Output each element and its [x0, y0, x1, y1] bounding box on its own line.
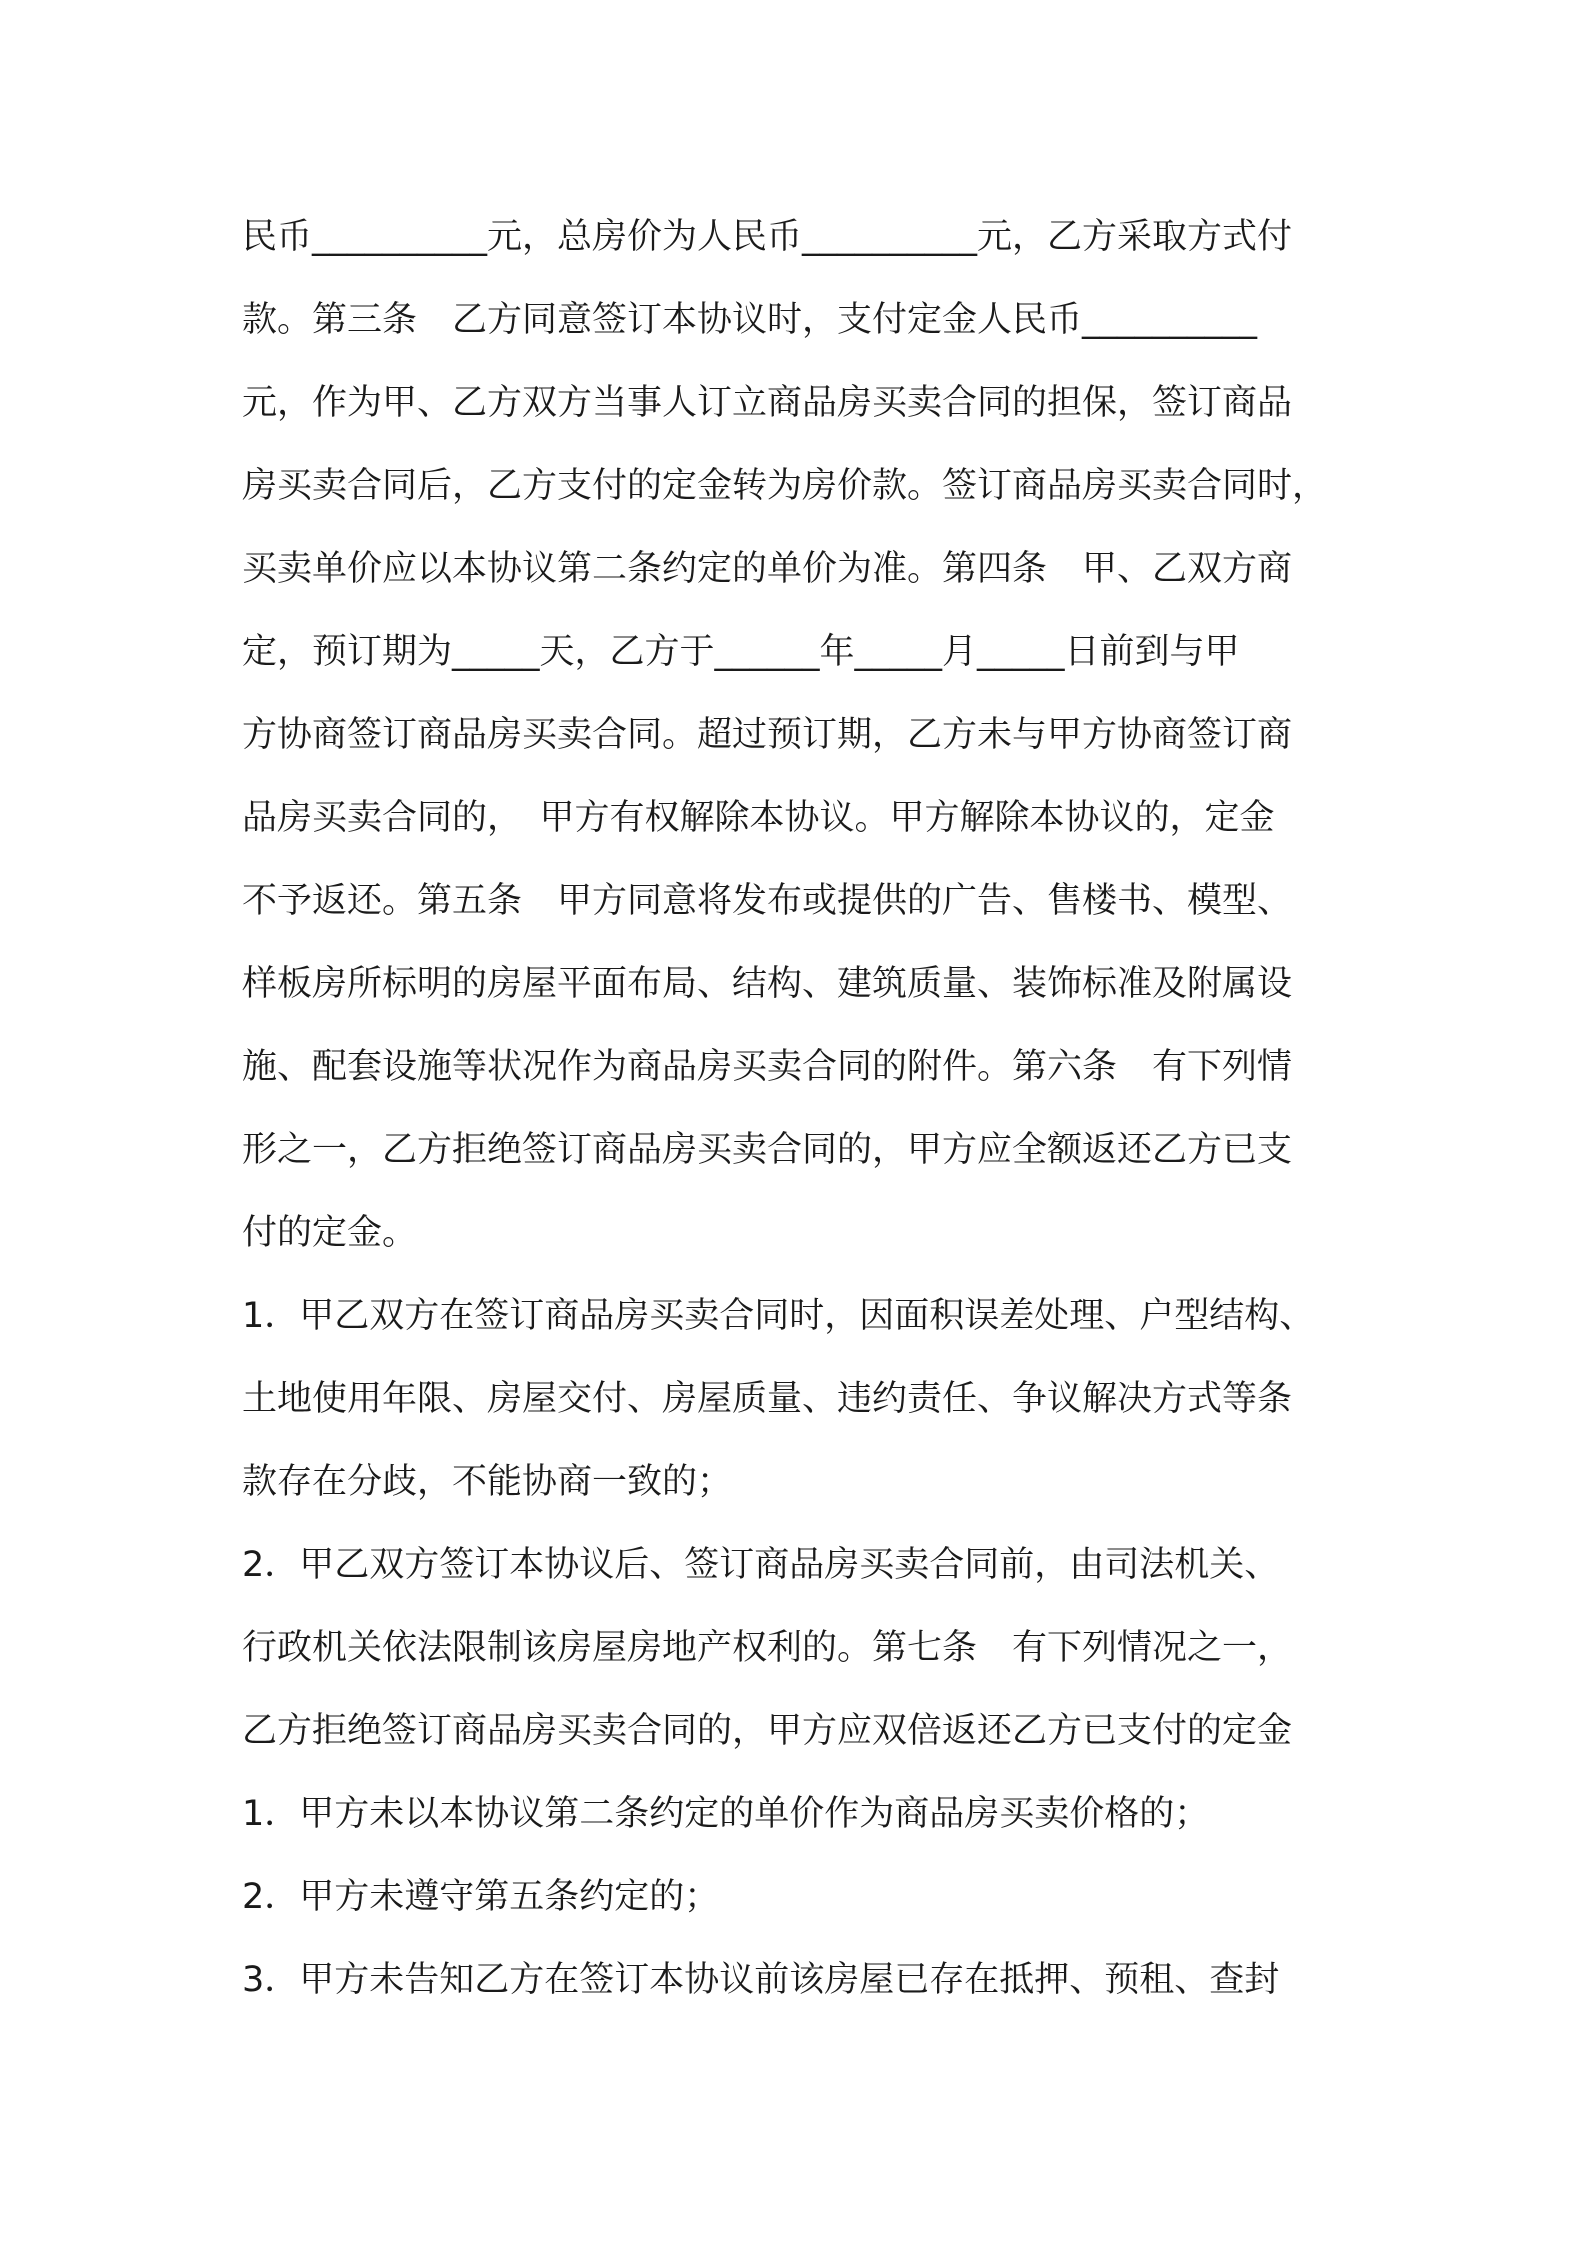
- text-line: 土地使用年限、房屋交付、房屋质量、违约责任、争议解决方式等条: [242, 1379, 1293, 1419]
- text-line: 乙方拒绝签订商品房买卖合同的，甲方应双倍返还乙方已支付的定金: [242, 1711, 1293, 1751]
- text-line: 行政机关依法限制该房屋房地产权利的。第七条 有下列情况之一，: [242, 1628, 1293, 1668]
- text-line: 样板房所标明的房屋平面布局、结构、建筑质量、装饰标准及附属设: [242, 964, 1293, 1004]
- list-item-line: 2．甲方未遵守第五条约定的；: [242, 1877, 720, 1917]
- contract-body: [242, 196, 1362, 2022]
- text-line: 不予返还。第五条 甲方同意将发布或提供的广告、售楼书、模型、: [242, 881, 1293, 921]
- list-item-line: 1．甲乙双方在签订商品房买卖合同时，因面积误差处理、户型结构、: [242, 1296, 1315, 1336]
- list-item-line: 3．甲方未告知乙方在签订本协议前该房屋已存在抵押、预租、查封: [242, 1960, 1280, 2000]
- text-line: 房买卖合同后，乙方支付的定金转为房价款。签订商品房买卖合同时，: [242, 466, 1328, 506]
- text-line: 款。第三条 乙方同意签订本协议时，支付定金人民币__________: [242, 300, 1258, 340]
- text-line: 施、配套设施等状况作为商品房买卖合同的附件。第六条 有下列情: [242, 1047, 1293, 1087]
- text-line: 品房买卖合同的， 甲方有权解除本协议。甲方解除本协议的，定金: [242, 798, 1275, 838]
- text-line: 方协商签订商品房买卖合同。超过预订期，乙方未与甲方协商签订商: [242, 715, 1293, 755]
- text-line: 民币__________元，总房价为人民币__________元，乙方采取方式付: [242, 217, 1293, 257]
- text-line: 元，作为甲、乙方双方当事人订立商品房买卖合同的担保，签订商品: [242, 383, 1293, 423]
- text-line: 款存在分歧，不能协商一致的；: [242, 1462, 733, 1502]
- text-line: 形之一，乙方拒绝签订商品房买卖合同的，甲方应全额返还乙方已支: [242, 1130, 1293, 1170]
- list-item-line: 2．甲乙双方签订本协议后、签订商品房买卖合同前，由司法机关、: [242, 1545, 1280, 1585]
- text-line: 付的定金。: [242, 1213, 418, 1253]
- text-line: 买卖单价应以本协议第二条约定的单价为准。第四条 甲、乙双方商: [242, 549, 1293, 589]
- text-line: 定，预订期为_____天，乙方于______年_____月_____日前到与甲: [242, 632, 1240, 672]
- list-item-line: 1．甲方未以本协议第二条约定的单价作为商品房买卖价格的；: [242, 1794, 1210, 1834]
